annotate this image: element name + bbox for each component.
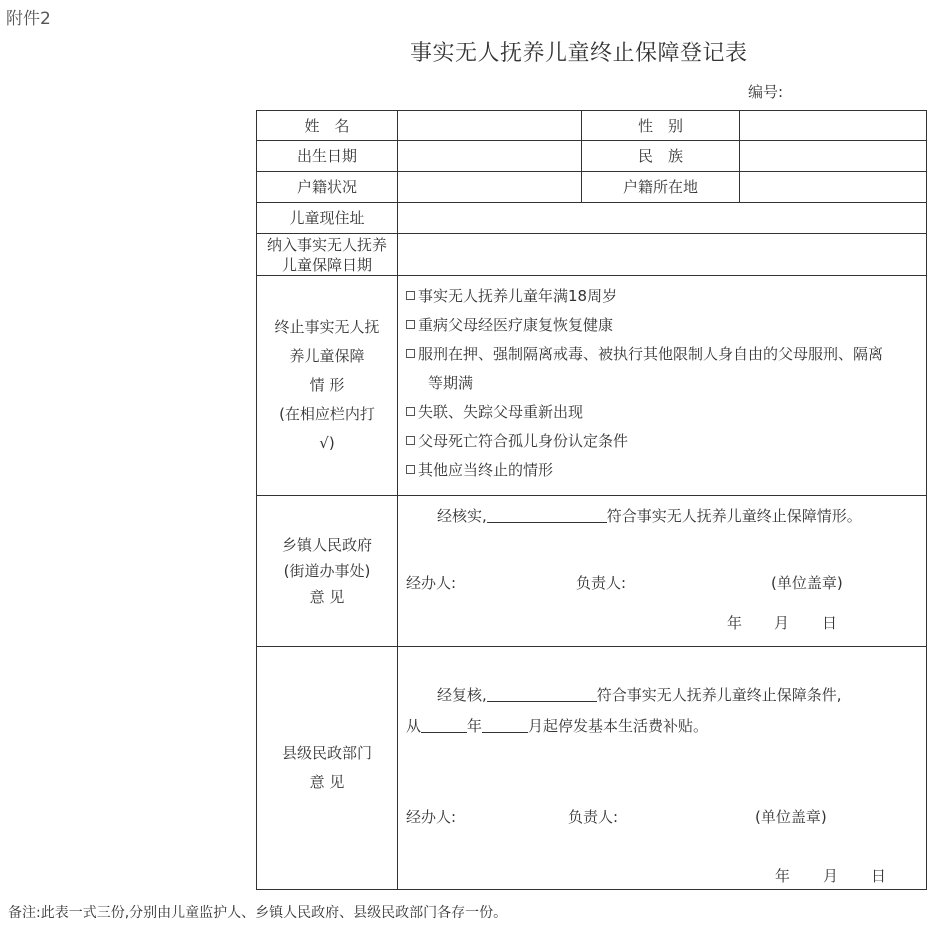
inclusion-date-label-line1: 纳入事实无人抚养 — [266, 235, 387, 254]
row-name — [257, 111, 927, 141]
township-label-line3: 意 见 — [309, 588, 345, 606]
termination-option-3-continuation: 等期满 — [428, 374, 474, 392]
row-birth — [257, 141, 927, 172]
county-year-label: 年 — [775, 867, 791, 885]
row-county-opinion — [257, 647, 927, 890]
county-month-label: 月 — [823, 867, 839, 885]
serial-number-label: 编号: — [748, 83, 784, 101]
row-township-opinion — [257, 496, 927, 647]
termination-option-2-text: 重病父母经医疗康复恢复健康 — [418, 316, 614, 334]
row-address — [257, 203, 927, 234]
county-review-prefix: 经复核, — [437, 686, 487, 704]
county-opinion-cell[interactable] — [398, 647, 927, 890]
county-label-line1: 县级民政部门 — [281, 744, 372, 762]
county-seal-label: (单位盖章) — [755, 808, 827, 826]
termination-option-4-text: 失联、失踪父母重新出现 — [418, 403, 584, 421]
township-verify-blank[interactable] — [487, 508, 607, 523]
township-month-label: 月 — [774, 614, 790, 632]
birth-date-value-cell[interactable] — [398, 141, 582, 172]
county-handler-label: 经办人: — [406, 808, 457, 826]
inclusion-date-label-line2: 儿童保障日期 — [281, 255, 372, 274]
row-termination — [257, 276, 927, 496]
gender-label: 性 别 — [582, 111, 740, 141]
county-responsible-label: 负责人: — [568, 808, 619, 826]
termination-label-line2: 养儿童保障 — [289, 347, 365, 365]
termination-options-cell — [398, 276, 927, 496]
household-status-label: 户籍状况 — [257, 172, 398, 203]
county-day-label: 日 — [871, 867, 887, 885]
termination-option-2[interactable] — [406, 311, 926, 340]
township-seal-label: (单位盖章) — [771, 574, 843, 592]
form-title: 事实无人抚养儿童终止保障登记表 — [410, 41, 748, 66]
county-review-blank[interactable] — [487, 687, 597, 702]
termination-label-line5: √) — [319, 434, 335, 452]
inclusion-date-value-cell[interactable] — [398, 234, 927, 276]
county-month-suffix-text: 月起停发基本生活费补贴。 — [528, 717, 709, 735]
township-verify-line — [437, 505, 862, 526]
township-verify-suffix: 符合事实无人抚养儿童终止保障情形。 — [606, 507, 862, 525]
checkbox-icon[interactable] — [406, 465, 415, 474]
county-label — [257, 647, 398, 890]
household-status-value-cell[interactable] — [398, 172, 582, 203]
current-address-value-cell[interactable] — [398, 203, 927, 234]
name-label: 姓 名 — [257, 111, 398, 141]
birth-date-label: 出生日期 — [257, 141, 398, 172]
township-year-label: 年 — [727, 614, 743, 632]
checkbox-icon[interactable] — [406, 320, 415, 329]
township-label-line1: 乡镇人民政府 — [281, 536, 372, 554]
county-year-mid-text: 年 — [467, 717, 483, 735]
name-value-cell[interactable] — [398, 111, 582, 141]
termination-label-line4: (在相应栏内打 — [279, 405, 375, 423]
termination-option-3[interactable] — [406, 340, 926, 369]
county-year-blank[interactable] — [421, 718, 467, 733]
attachment-label: 附件2 — [6, 9, 51, 29]
township-handler-label: 经办人: — [406, 574, 457, 592]
termination-option-5[interactable] — [406, 427, 926, 456]
township-opinion-cell[interactable] — [398, 496, 927, 647]
township-day-label: 日 — [822, 614, 838, 632]
county-stop-date-line — [406, 715, 708, 736]
checkbox-icon[interactable] — [406, 407, 415, 416]
county-from-text: 从 — [406, 717, 422, 735]
checkbox-icon[interactable] — [406, 436, 415, 445]
inclusion-date-label — [257, 234, 398, 276]
township-verify-prefix: 经核实, — [437, 507, 487, 525]
county-review-line — [437, 684, 842, 705]
township-label — [257, 496, 398, 647]
termination-option-1-text: 事实无人抚养儿童年满18周岁 — [418, 287, 618, 305]
termination-option-6[interactable] — [406, 456, 926, 485]
county-review-suffix: 符合事实无人抚养儿童终止保障条件, — [596, 686, 842, 704]
row-inclusion-date — [257, 234, 927, 276]
household-location-value-cell[interactable] — [740, 172, 927, 203]
checkbox-icon[interactable] — [406, 349, 415, 358]
ethnicity-label: 民 族 — [582, 141, 740, 172]
termination-label — [257, 276, 398, 496]
checkbox-icon[interactable] — [406, 291, 415, 300]
county-month-blank[interactable] — [482, 718, 528, 733]
township-responsible-label: 负责人: — [576, 574, 627, 592]
termination-option-5-text: 父母死亡符合孤儿身份认定条件 — [418, 432, 629, 450]
row-household — [257, 172, 927, 203]
footnote: 备注:此表一式三份,分别由儿童监护人、乡镇人民政府、县级民政部门各存一份。 — [8, 905, 508, 921]
termination-option-3-text: 服刑在押、强制隔离戒毒、被执行其他限制人身自由的父母服刑、隔离 — [418, 345, 884, 363]
household-location-label: 户籍所在地 — [582, 172, 740, 203]
termination-label-line1: 终止事实无人抚 — [274, 318, 380, 336]
county-label-line2: 意 见 — [309, 773, 345, 791]
termination-option-6-text: 其他应当终止的情形 — [418, 461, 554, 479]
ethnicity-value-cell[interactable] — [740, 141, 927, 172]
termination-label-line3: 情 形 — [309, 376, 345, 394]
gender-value-cell[interactable] — [740, 111, 927, 141]
termination-option-4[interactable] — [406, 398, 926, 427]
termination-option-1[interactable] — [406, 282, 926, 311]
registration-form-table — [256, 110, 927, 890]
current-address-label: 儿童现住址 — [257, 203, 398, 234]
township-label-line2: (街道办事处) — [283, 562, 371, 580]
